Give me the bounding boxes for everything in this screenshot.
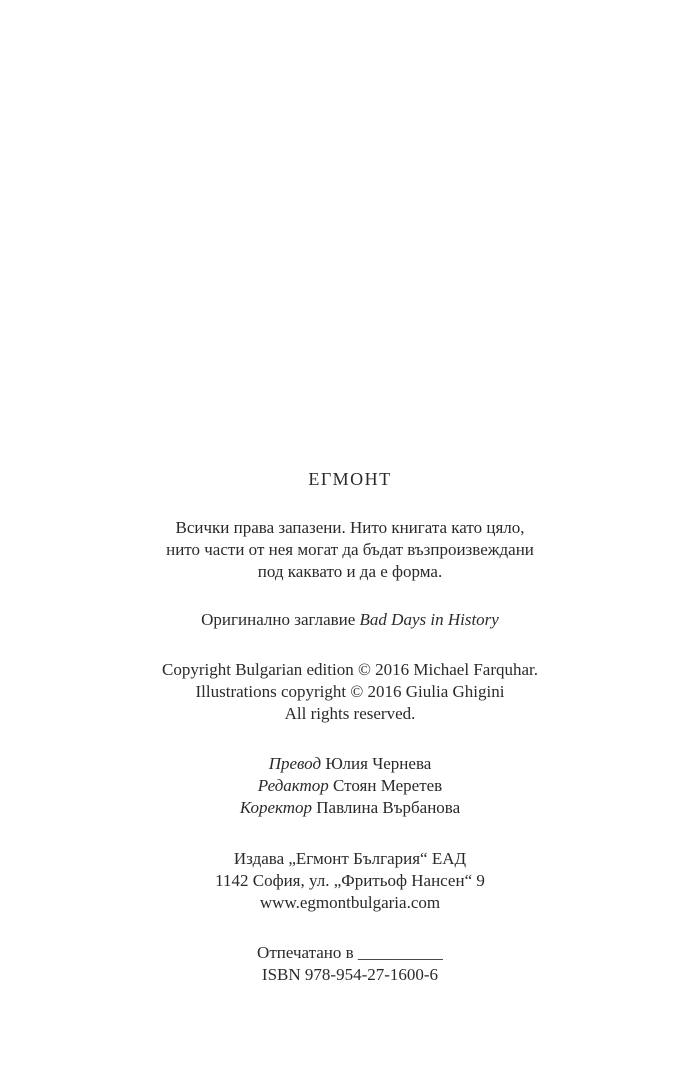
- credit-role: Коректор: [239, 798, 313, 817]
- imprint-line: Издава „Егмонт България“ ЕАД: [233, 849, 467, 868]
- copyright-notice: [0, 659, 700, 725]
- imprint-address: 1142 София, ул. „Фритьоф Нансен“ 9: [215, 871, 485, 890]
- printing-info: [0, 942, 700, 986]
- publisher-name: ЕГМОНТ: [308, 469, 392, 489]
- rights-notice: [0, 517, 700, 583]
- credit-proofreader: [0, 797, 700, 819]
- credit-name: Юлия Чернева: [325, 754, 432, 773]
- original-title-value: Bad Days in History: [359, 610, 499, 629]
- publisher-logo: [0, 466, 700, 492]
- original-title: [0, 609, 700, 631]
- original-title-label: Оригинално заглавие: [201, 610, 356, 629]
- rights-line: нито части от нея могат да бъдат възпроизвеждани: [166, 540, 534, 559]
- rights-line: Всички права запазени. Нито книгата като цяло,: [175, 518, 525, 537]
- copyright-line: Illustrations copyright © 2016 Giulia Ghigini: [195, 682, 505, 701]
- copyright-line: All rights reserved.: [284, 704, 416, 723]
- credit-role: Редактор: [257, 776, 329, 795]
- imprint-website: www.egmontbulgaria.com: [259, 893, 441, 912]
- copyright-line: Copyright Bulgarian edition © 2016 Michael Farquhar.: [162, 660, 538, 679]
- credit-role: Превод: [268, 754, 322, 773]
- printed-in: Отпечатано в __________: [257, 943, 443, 962]
- rights-line: под каквато и да е форма.: [257, 562, 443, 581]
- publisher-imprint: [0, 848, 700, 914]
- original-title-line: [0, 609, 700, 631]
- credit-translator: [0, 753, 700, 775]
- credit-editor: [0, 775, 700, 797]
- credit-name: Стоян Меретев: [333, 776, 443, 795]
- credits: [0, 753, 700, 819]
- credit-name: Павлина Върбанова: [316, 798, 461, 817]
- isbn: ISBN 978-954-27-1600-6: [261, 965, 439, 984]
